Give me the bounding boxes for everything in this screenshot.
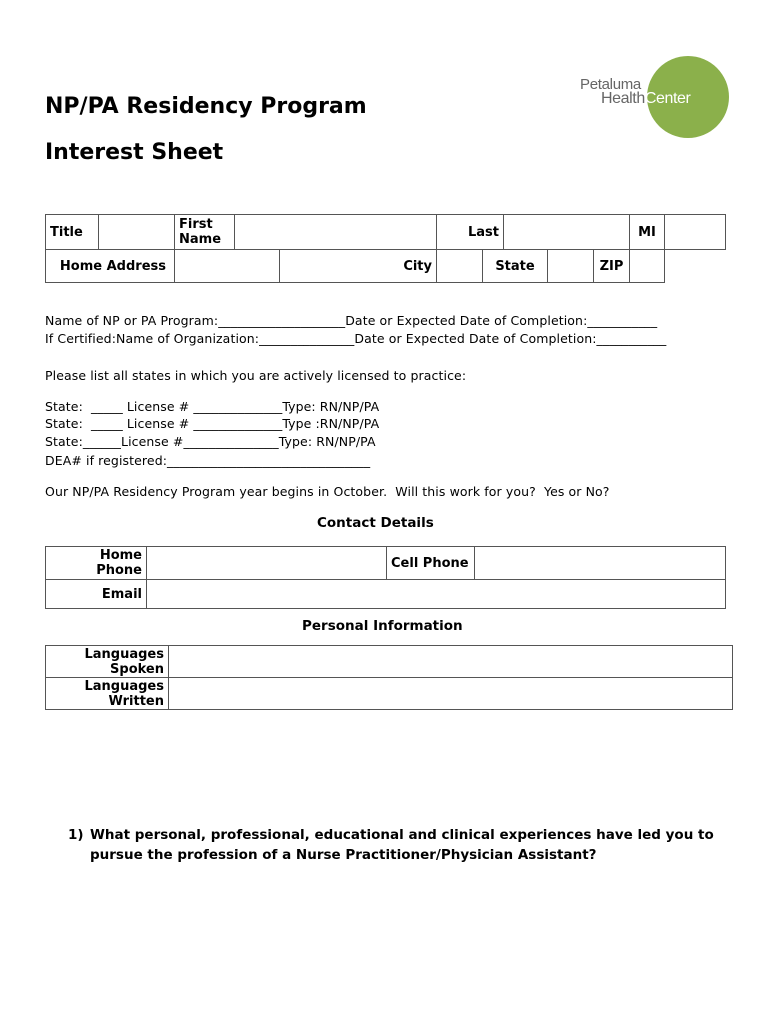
page-subtitle: Interest Sheet [45, 140, 224, 165]
state-field[interactable] [548, 250, 594, 283]
certifying-organization-line[interactable]: If Certified:Name of Organization:_______________Date or Expected Date of Completion:___________ [45, 331, 667, 346]
title-field[interactable] [99, 215, 175, 250]
home-phone-label: Home Phone [46, 547, 147, 580]
license-line-3[interactable]: State:______License #_______________Type: RN/NP/PA [45, 434, 376, 449]
first-name-field[interactable] [235, 215, 437, 250]
logo-text-health-center [601, 90, 690, 108]
state-label: State [483, 250, 548, 283]
email-label: Email [46, 580, 147, 609]
home-address-field[interactable] [175, 250, 280, 283]
contact-details-table [45, 546, 726, 609]
languages-written-label: Languages Written [46, 678, 169, 710]
program-year-question: Our NP/PA Residency Program year begins in October. Will this work for you? Yes or No? [45, 484, 610, 499]
mi-field[interactable] [665, 215, 726, 250]
dea-line[interactable]: DEA# if registered:________________________________ [45, 453, 371, 468]
languages-spoken-label: Languages Spoken [46, 646, 169, 678]
city-label: City [280, 250, 437, 283]
title-label: Title [46, 215, 99, 250]
personal-information-heading: Personal Information [302, 618, 463, 634]
languages-written-field[interactable] [169, 678, 733, 710]
city-field[interactable] [437, 250, 483, 283]
logo-text-petaluma: Petaluma [580, 76, 641, 93]
program-name-line[interactable]: Name of NP or PA Program:____________________Date or Expected Date of Completion:___________ [45, 313, 658, 328]
email-field[interactable] [147, 580, 726, 609]
personal-information-table [45, 645, 733, 710]
zip-field[interactable] [630, 250, 665, 283]
home-phone-field[interactable] [147, 547, 387, 580]
mi-label: MI [630, 215, 665, 250]
cell-phone-field[interactable] [475, 547, 726, 580]
license-line-2[interactable]: State: _____ License # ______________Type :RN/NP/PA [45, 416, 380, 431]
licensure-intro: Please list all states in which you are actively licensed to practice: [45, 368, 467, 383]
license-line-1[interactable]: State: _____ License # ______________Type: RN/NP/PA [45, 399, 380, 414]
contact-details-heading: Contact Details [317, 515, 434, 531]
logo-text-center: Center [644, 90, 691, 107]
languages-spoken-field[interactable] [169, 646, 733, 678]
cell-phone-label: Cell Phone [387, 547, 475, 580]
petaluma-health-center-logo [572, 56, 732, 140]
first-name-label: First Name [175, 215, 235, 250]
last-name-field[interactable] [504, 215, 630, 250]
page-title: NP/PA Residency Program [45, 94, 367, 119]
zip-label: ZIP [594, 250, 630, 283]
question-1-text: What personal, professional, educational and clinical experiences have led you to pursue the profession of a Nurse Practitioner/Physician Assistant? [90, 827, 714, 863]
name-address-table [45, 214, 726, 283]
logo-text-health: Health [601, 90, 645, 107]
home-address-label: Home Address [46, 250, 175, 283]
last-name-label: Last [437, 215, 504, 250]
question-1-number: 1) [68, 827, 84, 843]
